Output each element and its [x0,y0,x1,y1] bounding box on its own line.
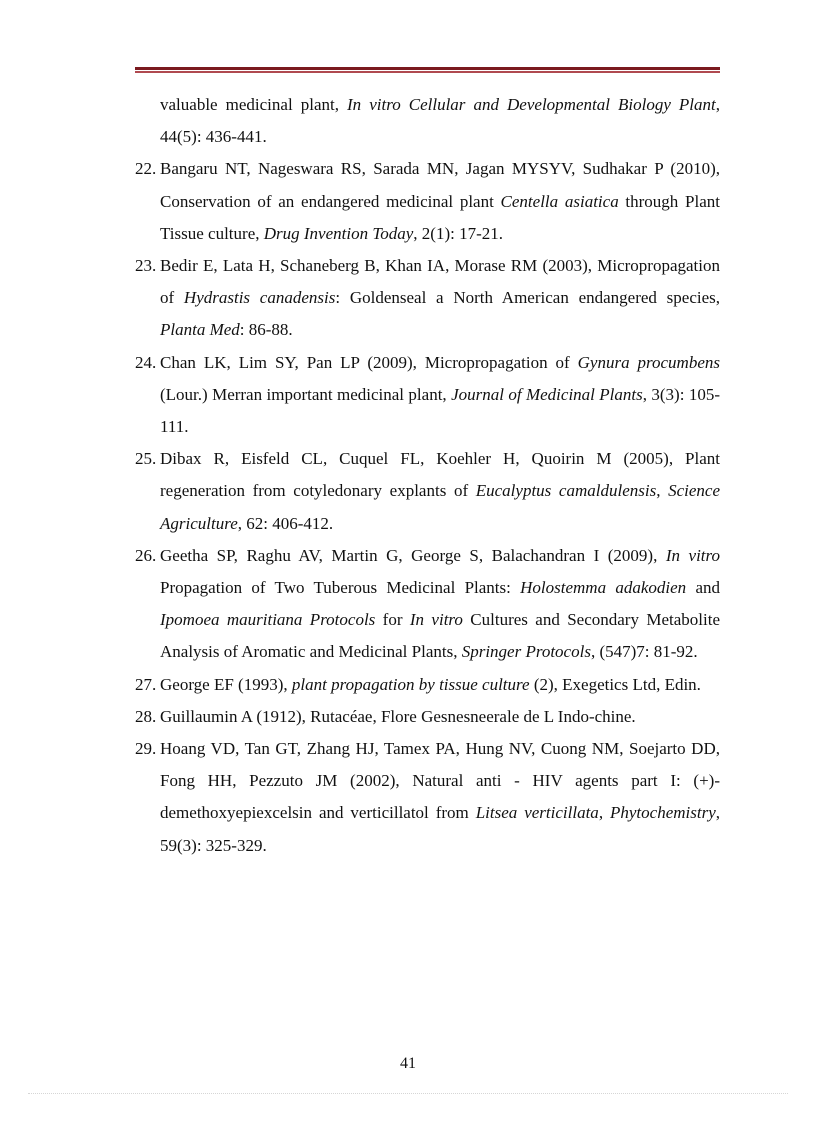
reference-entry [135,669,720,701]
reference-number: 22. [135,159,157,179]
reference-italic-text: In vitro Cellular and Developmental Biology Plant [347,95,716,114]
reference-text: valuable medicinal plant, [160,95,348,114]
reference-italic-text: Holostemma adakodien [520,578,687,598]
reference-text: , 3(3): 105-111. [160,384,720,437]
reference-italic-text: Springer Protocols [461,642,591,662]
reference-italic-text: Planta Med [160,320,240,340]
reference-italic-text: Phytochemistry [610,803,716,823]
reference-entry [135,347,720,444]
reference-italic-text: In vitro [665,545,720,565]
reference-text: , 44(5): 436-441. [160,95,720,147]
reference-text: for [375,610,410,630]
reference-text: Propagation of Two Tuberous Medicinal Plants: [160,578,521,598]
reference-text: , [598,803,610,823]
reference-italic-text: Litsea verticillata [475,803,599,823]
reference-italic-text: Gynura procumbens [577,352,720,372]
reference-text: , 59(3): 325-329. [160,803,720,855]
page-bottom-border [28,1093,788,1094]
reference-continuation [135,89,720,153]
reference-text: Bangaru NT, Nageswara RS, Sarada MN, Jagan MYSYV, Sudhakar P (2010), Conservation of an endangered medicinal plant [160,159,720,211]
header-rule-thin [135,71,720,73]
reference-text: George EF (1993), [160,674,292,694]
reference-number: 26. [135,545,157,565]
reference-entry [135,443,720,540]
reference-italic-text: In vitro [409,610,463,630]
reference-italic-text: Journal of Medicinal Plants [451,384,643,404]
reference-entry [135,153,720,250]
reference-text: , [656,481,669,501]
reference-italic-text: Drug Invention Today [263,223,414,243]
reference-entry [135,540,720,669]
reference-text: : Goldenseal a North American endangered species, [335,288,721,308]
reference-italic-text: Hydrastis canadensis [183,288,336,308]
reference-text: , 2(1): 17-21. [413,223,503,243]
reference-text: and [686,578,720,598]
page-number: 41 [400,1055,416,1072]
reference-number: 29. [135,739,157,759]
reference-text: Guillaumin A (1912), Rutacéae, Flore Gesnesneerale de L Indo-chine. [160,706,636,726]
reference-italic-text: Ipomoea mauritiana Protocols [160,610,376,630]
reference-italic-text: Centella asiatica [500,191,619,211]
reference-text: (Lour.) Merran important medicinal plant, [160,384,452,404]
reference-italic-text: Science Agriculture [160,481,720,533]
reference-text: through Plant Tissue culture, [160,191,720,243]
reference-text: Dibax R, Eisfeld CL, Cuquel FL, Koehler H, Quoirin M (2005), Plant regeneration from cotyledonary explants of [160,449,720,501]
reference-text: Hoang VD, Tan GT, Zhang HJ, Tamex PA, Hung NV, Cuong NM, Soejarto DD, Fong HH, Pezzuto JM (2002), Natural anti - HIV agents part I: (+)- demethoxyepiexcelsin and verticillatol from [160,739,720,823]
reference-text: (2), Exegetics Ltd, Edin. [529,674,701,694]
reference-number: 27. [135,674,157,694]
reference-text: , (547)7: 81-92. [590,642,698,662]
reference-entry [135,733,720,862]
reference-text: : 86-88. [239,320,293,340]
reference-text: Chan LK, Lim SY, Pan LP (2009), Micropropagation of [160,352,578,372]
reference-entry [135,701,720,733]
header-rule [135,67,720,70]
reference-text: , 62: 406-412. [237,513,334,533]
reference-number: 24. [135,352,157,372]
reference-entry [135,250,720,347]
reference-number: 23. [135,256,157,276]
reference-italic-text: plant propagation by tissue culture [291,674,530,694]
reference-number: 25. [135,449,157,469]
reference-text: Cultures and Secondary Metabolite Analysis of Aromatic and Medicinal Plants, [160,610,720,662]
reference-italic-text: Eucalyptus camaldulensis [475,481,657,501]
reference-text: Bedir E, Lata H, Schaneberg B, Khan IA, Morase RM (2003), Micropropagation of [160,256,720,308]
reference-number: 28. [135,706,157,726]
reference-text: Geetha SP, Raghu AV, Martin G, George S, Balachandran I (2009), [160,545,666,565]
reference-list [135,89,720,862]
